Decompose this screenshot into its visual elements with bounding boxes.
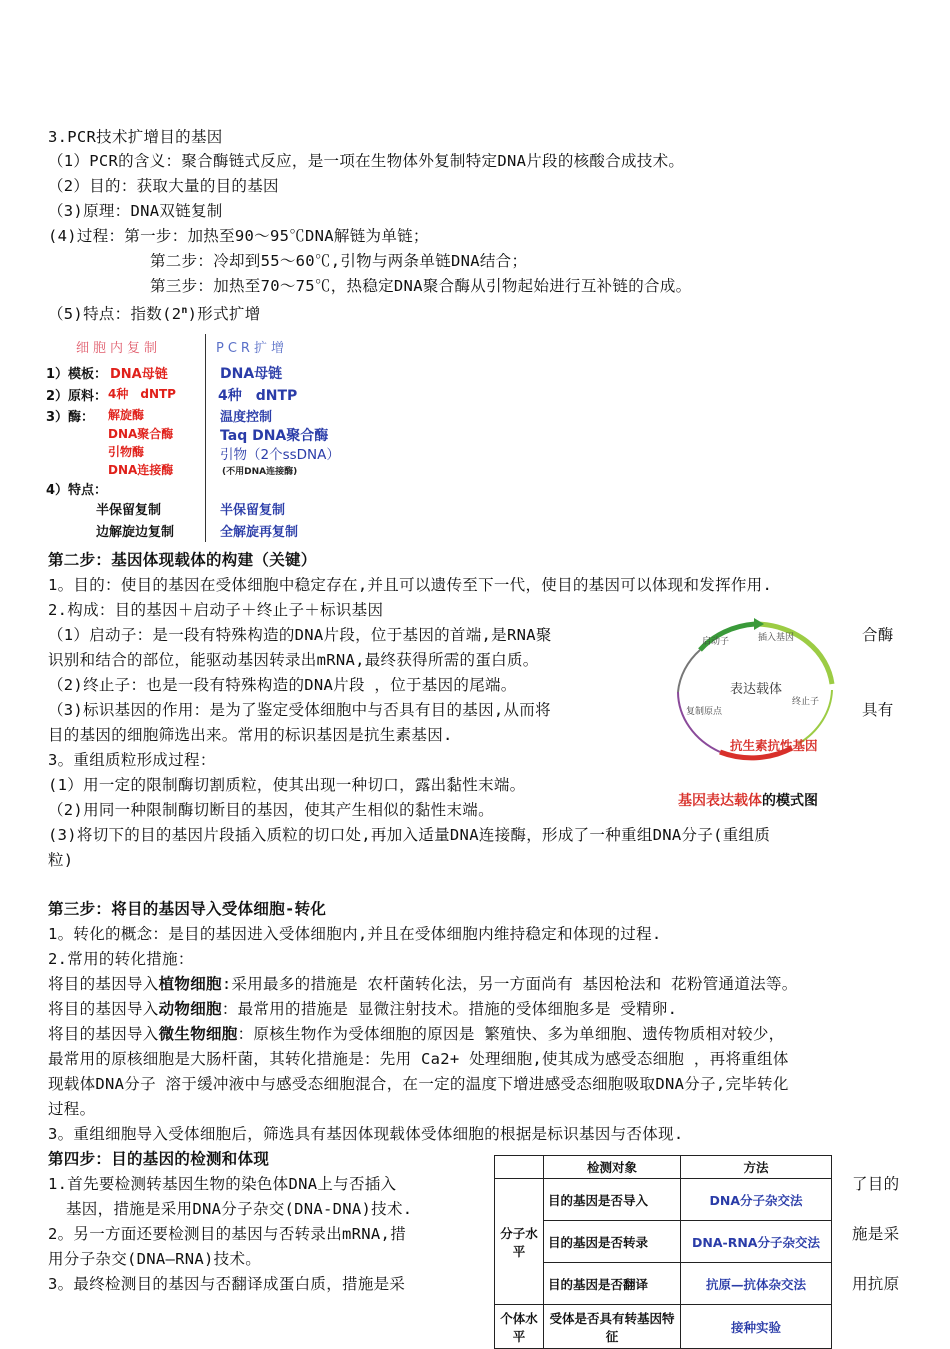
- compare-enzyme-left-2: DNA聚合酶: [108, 427, 174, 441]
- step4-dna: 1.首先要检测转基因生物的染色体DNA上与否插入: [48, 1175, 397, 1193]
- step2-title: 第二步：基因体现载体的构建（关键）: [48, 551, 317, 569]
- step4-rna: 2。另一方面还要检测目的基因与否转录出mRNA,措: [48, 1225, 406, 1243]
- compare-row3-label: 3）酶：: [46, 410, 95, 425]
- compare-enzyme-left-1: 解旋酶: [108, 408, 145, 422]
- step2-terminator: （2)终止子：也是一段有特殊构造的DNA片段 ，位于基因的尾端。: [48, 676, 517, 694]
- detection-table: [494, 1155, 832, 1349]
- compare-row2-right: 4种 dNTP: [218, 388, 298, 404]
- table-row: [495, 1305, 832, 1349]
- table-row: [495, 1179, 832, 1221]
- step2-promoter-cont: 识别和结合的部位，能驱动基因转录出mRNA,最终获得所需的蛋白质。: [48, 651, 539, 669]
- table-object: 受体是否具有转基因特征: [544, 1305, 681, 1349]
- table-method: DNA-RNA分子杂交法: [681, 1221, 832, 1263]
- compare-row2-label: 2）原料：: [46, 389, 108, 404]
- compare-enzyme-left-3: 引物酶: [108, 445, 145, 459]
- table-object: 目的基因是否导入: [544, 1179, 681, 1221]
- vector-promoter-label: 启动子: [702, 637, 730, 647]
- compare-feature-right-1: 半保留复制: [220, 503, 286, 518]
- table-method: 抗原—抗体杂交法: [681, 1263, 832, 1305]
- step3-animal-a: 将目的基因导入: [48, 1000, 159, 1018]
- step2-plasmid-2: （2)用同一种限制酶切断目的基因，使其产生相似的黏性末端。: [48, 801, 494, 819]
- compare-row1-left: DNA母链: [110, 367, 168, 382]
- compare-enzyme-right-4: (不用DNA连接酶): [222, 467, 298, 477]
- table-header-method: 方法: [681, 1156, 832, 1179]
- step4-rna-end: 施是采: [852, 1225, 900, 1243]
- table-header-blank: [495, 1156, 544, 1179]
- step3-microbe-b: 微生物细胞: [158, 1025, 238, 1043]
- vector-resistance-label: 抗生素抗性基因: [730, 738, 818, 753]
- compare-row1-right: DNA母链: [220, 366, 283, 382]
- step4-protein-end: 用抗原: [852, 1275, 900, 1293]
- compare-feature-left-1: 半保留复制: [96, 503, 162, 518]
- vector-caption-black: 的模式图: [762, 793, 818, 809]
- step3-microbe-cont3: 过程。: [48, 1100, 96, 1118]
- pcr-feature-b: )形式扩增: [187, 305, 261, 324]
- step2-marker: （3)标识基因的作用：是为了鉴定受体细胞中与否具有目的基因,从而将: [48, 701, 551, 719]
- step2-plasmid-3-cont: 粒): [48, 851, 74, 869]
- table-row: [495, 1263, 832, 1305]
- promoter-arrow-icon: [754, 618, 764, 630]
- table-method: DNA分子杂交法: [681, 1179, 832, 1221]
- step3-plant-c: :采用最多的措施是 农杆菌转化法，另一方面尚有 基因枪法和 花粉管通道法等。: [221, 975, 798, 993]
- pcr-meaning: （1）PCR的含义：聚合酶链式反应，是一项在生物体外复制特定DNA片段的核酸合成技术。: [48, 152, 685, 170]
- step3-plant: [48, 974, 798, 994]
- table-header-row: [495, 1156, 832, 1179]
- step3-screening: 3。重组细胞导入受体细胞后，筛选具有基因体现载体受体细胞的根据是标识基因与否体现.: [48, 1125, 684, 1143]
- expression-vector-diagram: [660, 612, 850, 812]
- vector-caption: [678, 790, 818, 810]
- step3-microbe-cont2: 现载体DNA分子 溶于缓冲液中与感受态细胞混合，在一定的温度下增进感受态细胞吸取DNA分子,完毕转化: [48, 1075, 789, 1093]
- backbone-arc: [678, 692, 723, 752]
- table-row: [495, 1221, 832, 1263]
- step2-marker-cont: 目的基因的细胞筛选出来。常用的标识基因是抗生素基因.: [48, 726, 453, 744]
- step3-plant-a: 将目的基因导入: [48, 975, 159, 993]
- table-object: 目的基因是否翻译: [544, 1263, 681, 1305]
- step3-animal: [48, 999, 677, 1019]
- compare-row2-left: 4种 dNTP: [108, 387, 176, 401]
- vector-caption-red: 基因表达载体: [678, 793, 762, 809]
- step4-dna-cont: 基因，措施是采用DNA分子杂交(DNA-DNA)技术.: [66, 1200, 413, 1218]
- compare-feature-left-2: 边解旋边复制: [96, 525, 175, 540]
- step2-plasmid-3: (3)将切下的目的基因片段插入质粒的切口处,再加入适量DNA连接酶，形成了一种重组DNA分子(重组质: [48, 826, 771, 844]
- step2-marker-end: 具有: [862, 701, 894, 719]
- pcr-process-step3: 第三步：加热至70～75℃，热稳定DNA聚合酶从引物起始进行互补链的合成。: [150, 277, 692, 295]
- table-object: 目的基因是否转录: [544, 1221, 681, 1263]
- compare-enzyme-right-1: 温度控制: [220, 410, 273, 425]
- pcr-feature: [48, 301, 261, 324]
- pcr-purpose: （2）目的：获取大量的目的基因: [48, 177, 279, 195]
- step3-microbe-cont1: 最常用的原核细胞是大肠杆菌，其转化措施是：先用 Ca2+ 处理细胞,使其成为感受态细胞 ，再将重组体: [48, 1050, 789, 1068]
- step2-plasmid-process: 3。重组质粒形成过程：: [48, 751, 216, 769]
- step3-plant-b: 植物细胞: [158, 975, 222, 993]
- pcr-feature-a: （5)特点：指数(2: [48, 305, 182, 324]
- vector-terminator-label: 终止子: [792, 697, 820, 707]
- vector-center-label: 表达载体: [730, 682, 783, 697]
- step3-animal-c: ：最常用的措施是 显微注射技术。措施的受体细胞多是 受精卵.: [221, 1000, 678, 1018]
- pcr-principle: （3)原理：DNA双链复制: [48, 202, 223, 220]
- pcr-process-step1: (4)过程：第一步：加热至90～95℃DNA解链为单链；: [48, 227, 429, 245]
- compare-right-header: PCR扩增: [216, 341, 288, 356]
- origin-arc: [678, 650, 700, 692]
- step2-purpose: 1。目的：使目的基因在受体细胞中稳定存在,并且可以遗传至下一代，使目的基因可以体现和发挥作用.: [48, 576, 773, 594]
- compare-row4-label: 4）特点：: [46, 483, 108, 498]
- step3-microbe-a: 将目的基因导入: [48, 1025, 159, 1043]
- step3-concept: 1。转化的概念：是目的基因进入受体细胞内,并且在受体细胞内维持稳定和体现的过程.: [48, 925, 662, 943]
- step4-rna-cont: 用分子杂交(DNA—RNA)技术。: [48, 1250, 262, 1268]
- step3-microbe: [48, 1024, 784, 1044]
- step3-methods: 2.常用的转化措施：: [48, 950, 194, 968]
- compare-left-header: 细胞内复制: [76, 341, 162, 356]
- step2-composition: 2.构成：目的基因＋启动子＋终止子＋标识基因: [48, 601, 384, 619]
- table-header-object: 检测对象: [544, 1156, 681, 1179]
- pcr-heading: 3.PCR技术扩增目的基因: [48, 128, 223, 146]
- vector-insert-label: 插入基因: [758, 633, 795, 643]
- vector-origin-label: 复制原点: [686, 707, 723, 717]
- step2-plasmid-1: (1）用一定的限制酶切割质粒，使其出现一种切口，露出黏性末端。: [48, 776, 526, 794]
- compare-enzyme-right-2: Taq DNA聚合酶: [220, 428, 329, 444]
- pcr-process-step2: 第二步：冷却到55～60℃,引物与两条单链DNA结合；: [150, 252, 528, 270]
- step4-title: 第四步：目的基因的检测和体现: [48, 1150, 270, 1168]
- compare-enzyme-right-3: 引物（2个ssDNA）: [220, 447, 340, 463]
- step2-promoter-end: 合酶: [862, 626, 894, 644]
- compare-row1-label: 1）模板：: [46, 367, 108, 382]
- step4-dna-end: 了目的: [852, 1175, 900, 1193]
- table-level-molecular: 分子水平: [495, 1179, 544, 1305]
- table-method: 接种实验: [681, 1305, 832, 1349]
- pcr-feature-sup: n: [181, 305, 188, 316]
- table-level-individual: 个体水平: [495, 1305, 544, 1349]
- step3-microbe-c: ：原核生物作为受体细胞的原因是 繁殖快、多为单细胞、遗传物质相对较少，: [237, 1025, 785, 1043]
- step4-protein: 3。最终检测目的基因与否翻译成蛋白质，措施是采: [48, 1275, 406, 1293]
- step2-promoter: （1）启动子：是一段有特殊构造的DNA片段，位于基因的首端,是RNA聚: [48, 626, 552, 644]
- step3-title: 第三步：将目的基因导入受体细胞-转化: [48, 900, 327, 918]
- compare-feature-right-2: 全解旋再复制: [220, 525, 299, 540]
- step3-animal-b: 动物细胞: [158, 1000, 222, 1018]
- compare-divider: [205, 334, 206, 542]
- compare-enzyme-left-4: DNA连接酶: [108, 463, 174, 477]
